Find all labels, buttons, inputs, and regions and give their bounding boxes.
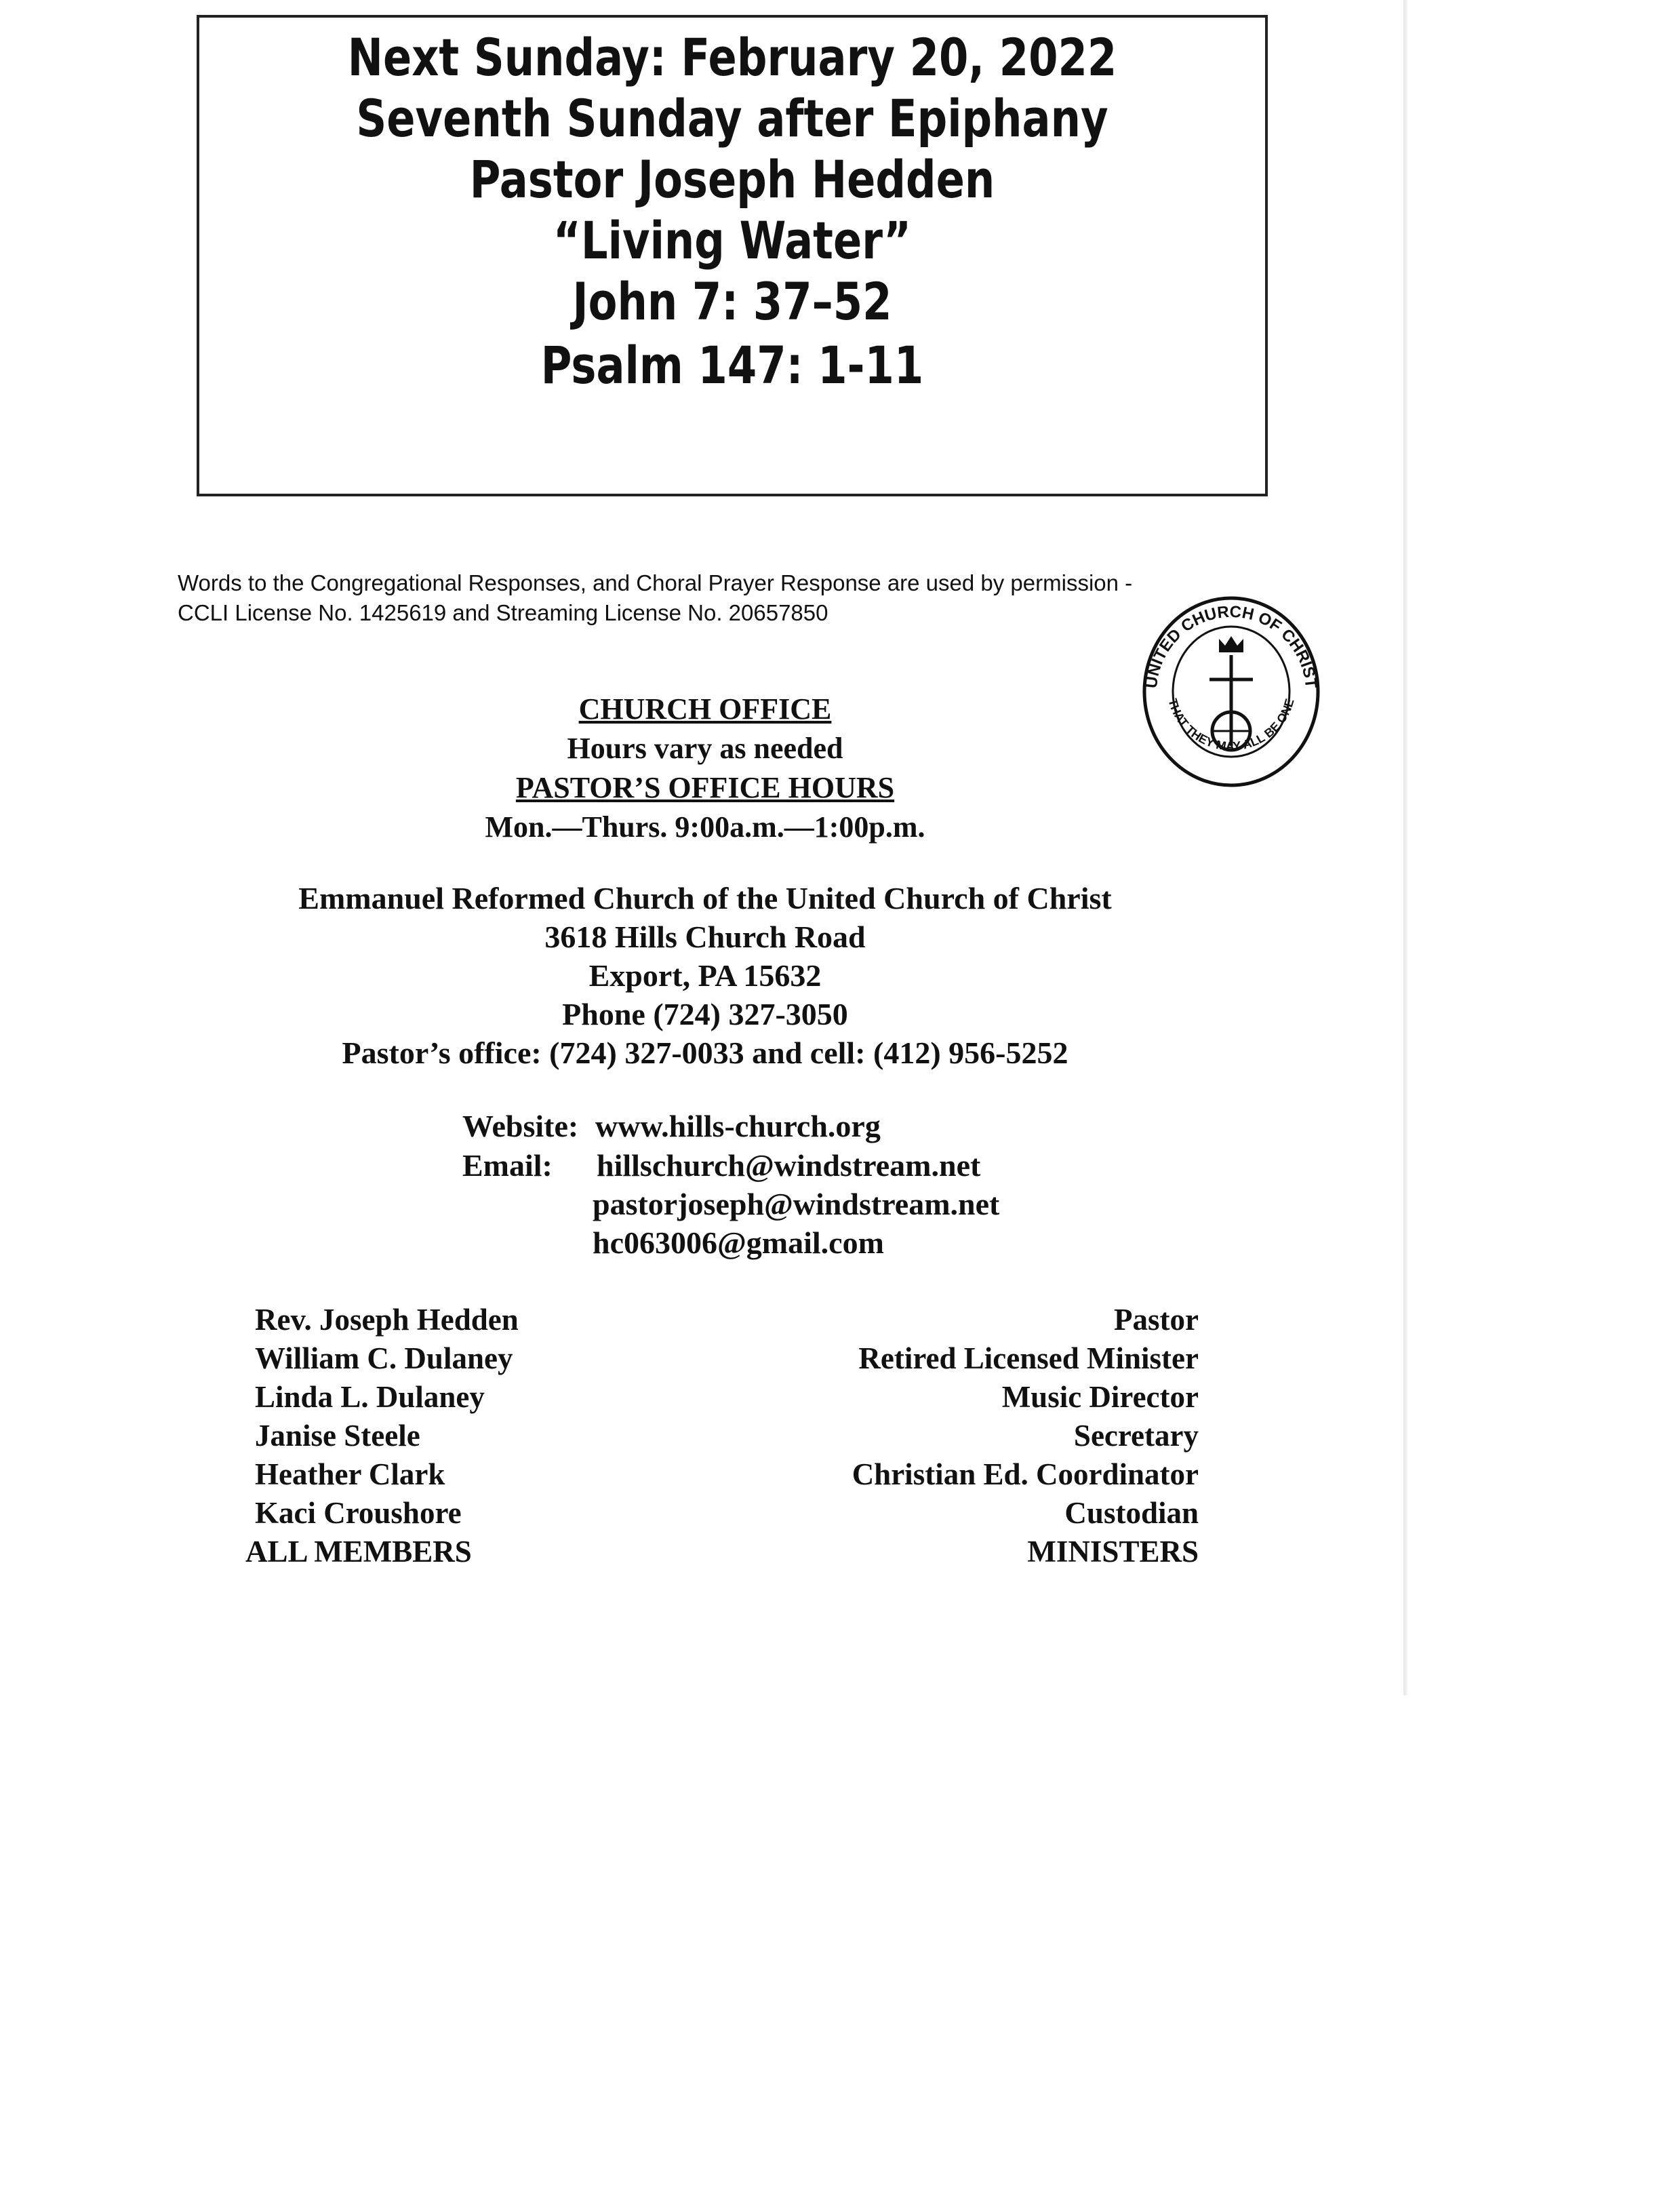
email-link[interactable]: pastorjoseph@windstream.net — [593, 1187, 1000, 1221]
pastor-name: Pastor Joseph Hedden — [469, 149, 995, 210]
staff-role: Music Director — [1001, 1380, 1199, 1414]
next-sunday-box — [197, 15, 1268, 496]
license-line-1: Words to the Congregational Responses, and Choral Prayer Response are used by permission - — [178, 570, 1133, 595]
church-office-hours: Hours vary as needed — [567, 732, 843, 765]
staff-roles — [852, 1301, 1199, 1571]
logo-ring-text-top: UNITED CHURCH OF CHRIST — [1142, 602, 1321, 690]
staff-role: MINISTERS — [1027, 1535, 1199, 1569]
staff-role: Retired Licensed Minister — [858, 1341, 1199, 1375]
street-address: 3618 Hills Church Road — [544, 920, 866, 954]
staff-name: Heather Clark — [255, 1457, 445, 1491]
staff-name: Janise Steele — [255, 1419, 420, 1453]
email-label: Email: — [462, 1148, 553, 1183]
staff-name: ALL MEMBERS — [245, 1535, 472, 1569]
city-state-zip: Export, PA 15632 — [588, 958, 822, 993]
staff-name: Linda L. Dulaney — [255, 1380, 485, 1414]
website-label: Website: — [462, 1109, 579, 1143]
staff-role: Custodian — [1064, 1496, 1199, 1530]
next-sunday-date: Next Sunday: February 20, 2022 — [347, 27, 1117, 87]
staff-name: Kaci Croushore — [255, 1496, 462, 1530]
church-phone: Phone (724) 327-3050 — [562, 997, 848, 1031]
staff-role: Pastor — [1114, 1303, 1199, 1337]
staff-name: Rev. Joseph Hedden — [255, 1303, 519, 1337]
email-link[interactable]: hillschurch@windstream.net — [597, 1148, 981, 1183]
pastor-phones: Pastor’s office: (724) 327-0033 and cell: (412) 956-5252 — [342, 1036, 1068, 1070]
reading-1: John 7: 37–52 — [572, 271, 892, 332]
email-link[interactable]: hc063006@gmail.com — [593, 1225, 884, 1260]
website-link[interactable]: www.hills-church.org — [595, 1109, 881, 1143]
page-edge — [1403, 0, 1407, 1695]
pastor-office-heading: PASTOR’S OFFICE HOURS — [515, 771, 895, 804]
sermon-title: “Living Water” — [553, 210, 912, 271]
staff-role: Christian Ed. Coordinator — [852, 1457, 1199, 1491]
logo-ring-text-bottom: THAT THEY MAY ALL BE ONE — [1165, 696, 1297, 753]
church-name: Emmanuel Reformed Church of the United Church of Christ — [298, 881, 1112, 915]
staff-name: William C. Dulaney — [255, 1341, 513, 1375]
church-office-heading: CHURCH OFFICE — [578, 692, 832, 726]
license-line-2: CCLI License No. 1425619 and Streaming License No. 20657850 — [178, 600, 828, 625]
pastor-office-hours: Mon.—Thurs. 9:00a.m.—1:00p.m. — [485, 810, 925, 844]
occasion: Seventh Sunday after Epiphany — [356, 88, 1108, 149]
crown-icon — [1219, 636, 1243, 652]
license-notice — [178, 568, 1140, 628]
staff-role: Secretary — [1073, 1419, 1199, 1453]
reading-2: Psalm 147: 1-11 — [540, 335, 924, 395]
